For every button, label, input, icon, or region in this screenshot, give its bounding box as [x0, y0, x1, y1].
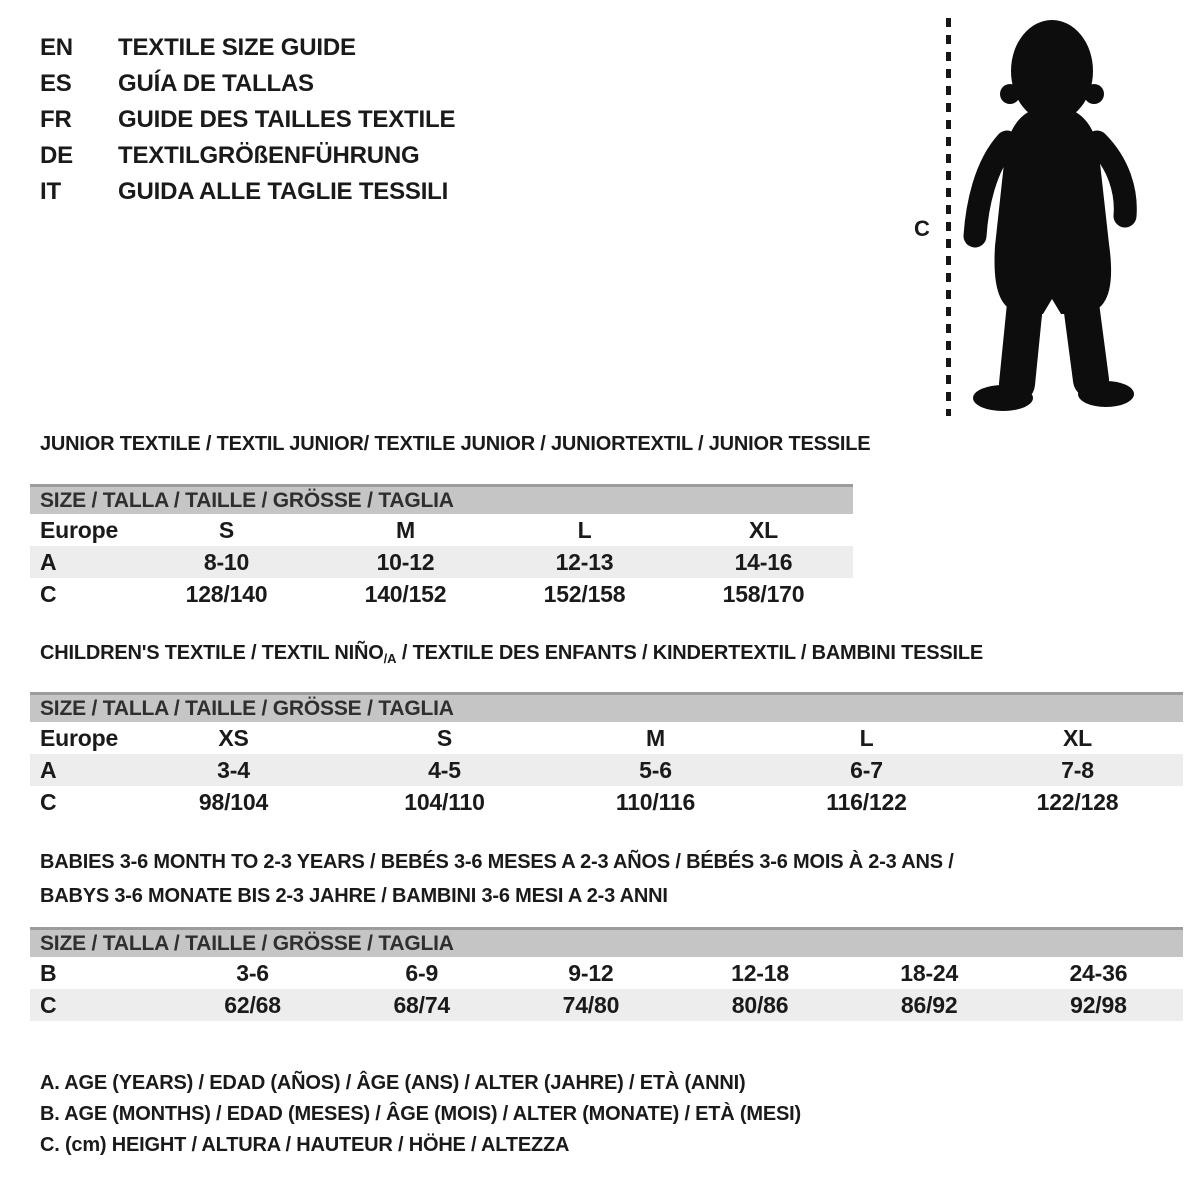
- value-cell: 8-10: [137, 546, 316, 578]
- language-row: [40, 174, 455, 210]
- size-header-row: [30, 694, 1183, 723]
- value-cell: 92/98: [1014, 989, 1183, 1021]
- table-row: [30, 578, 853, 610]
- size-header-bar: SIZE / TALLA / TAILLE / GRÖSSE / TAGLIA: [30, 694, 1183, 723]
- value-cell: S: [218, 516, 235, 543]
- language-code: DE: [40, 142, 73, 169]
- value-cell: 5-6: [550, 754, 761, 786]
- value-cell: 128/140: [185, 580, 268, 607]
- language-title: TEXTILGRÖßENFÜHRUNG: [118, 142, 420, 169]
- value-cell: 74/80: [506, 989, 675, 1021]
- row-label-cell: A: [30, 546, 137, 578]
- value-cell: 24-36: [1069, 959, 1128, 986]
- language-row: [40, 138, 455, 174]
- value-cell: 68/74: [337, 989, 506, 1021]
- language-title: TEXTILE SIZE GUIDE: [118, 34, 356, 61]
- language-code: EN: [40, 34, 73, 61]
- value-cell: 116/122: [826, 788, 907, 815]
- size-header-bar: SIZE / TALLA / TAILLE / GRÖSSE / TAGLIA: [30, 929, 1183, 958]
- legend-line-c: C. (cm) HEIGHT / ALTURA / HAUTEUR / HÖHE / ALTEZZA: [40, 1134, 570, 1156]
- value-cell: M: [646, 724, 665, 751]
- baby-foot-left: [973, 385, 1033, 411]
- value-cell: 62/68: [168, 989, 337, 1021]
- table-row: [30, 957, 1183, 989]
- value-cell: XL: [1063, 724, 1092, 751]
- value-cell: L: [859, 724, 874, 751]
- value-cell: 80/86: [675, 989, 844, 1021]
- language-code: FR: [40, 106, 72, 133]
- language-title-list: [40, 30, 455, 210]
- value-cell: XL: [749, 516, 778, 543]
- value-cell: 122/128: [1036, 788, 1119, 815]
- baby-leg-left: [1017, 304, 1025, 384]
- value-cell: 14-16: [674, 546, 853, 578]
- language-row: [40, 30, 455, 66]
- table-row: [30, 786, 1183, 818]
- babies-size-table: [30, 927, 1183, 1021]
- children-title-subscript: /A: [383, 651, 397, 666]
- row-label-cell: C: [40, 580, 57, 607]
- value-cell: 4-5: [339, 754, 550, 786]
- height-measure-label: C: [914, 216, 930, 241]
- children-title-prefix: CHILDREN'S TEXTILE / TEXTIL NIÑO: [40, 642, 384, 664]
- language-row: [40, 66, 455, 102]
- babies-section-title: [40, 845, 954, 913]
- babies-title-line2: BABYS 3-6 MONATE BIS 2-3 JAHRE / BAMBINI 3-6 MESI A 2-3 ANNI: [40, 885, 668, 907]
- children-size-table: [30, 692, 1183, 818]
- size-header-row: [30, 929, 1183, 958]
- table-row: [30, 546, 853, 578]
- size-header-row: [30, 486, 853, 515]
- value-cell: 10-12: [316, 546, 495, 578]
- value-cell: 6-9: [405, 959, 439, 986]
- value-cell: M: [396, 516, 415, 543]
- baby-foot-right: [1078, 381, 1134, 407]
- babies-title-line1: BABIES 3-6 MONTH TO 2-3 YEARS / BEBÉS 3-6 MESES A 2-3 AÑOS / BÉBÉS 3-6 MOIS À 2-3 ANS /: [40, 851, 954, 873]
- baby-silhouette-icon: [963, 14, 1140, 418]
- table-row: [30, 514, 853, 546]
- baby-ear-right: [1084, 84, 1104, 104]
- language-title: GUIDE DES TAILLES TEXTILE: [118, 106, 456, 133]
- language-title: GUÍA DE TALLAS: [118, 70, 314, 97]
- value-cell: 110/116: [615, 788, 696, 815]
- value-cell: L: [577, 516, 592, 543]
- language-row: [40, 102, 455, 138]
- row-label-cell: Europe: [40, 516, 119, 543]
- row-label-cell: C: [30, 989, 168, 1021]
- value-cell: 152/158: [543, 580, 626, 607]
- language-code: ES: [40, 70, 72, 97]
- value-cell: 104/110: [404, 788, 485, 815]
- junior-section-title: JUNIOR TEXTILE / TEXTIL JUNIOR/ TEXTILE JUNIOR / JUNIORTEXTIL / JUNIOR TESSILE: [40, 433, 871, 455]
- baby-leg-right: [1081, 304, 1091, 380]
- value-cell: 7-8: [972, 754, 1183, 786]
- legend-line-a: A. AGE (YEARS) / EDAD (AÑOS) / ÂGE (ANS) / ALTER (JAHRE) / ETÀ (ANNI): [40, 1072, 746, 1094]
- value-cell: 3-6: [236, 959, 269, 986]
- value-cell: 9-12: [568, 959, 614, 986]
- baby-ear-left: [1000, 84, 1020, 104]
- value-cell: 86/92: [845, 989, 1014, 1021]
- table-row: [30, 754, 1183, 786]
- value-cell: S: [436, 724, 453, 751]
- language-code: IT: [40, 178, 61, 205]
- children-title-suffix: / TEXTILE DES ENFANTS / KINDERTEXTIL / BAMBINI TESSILE: [396, 642, 984, 664]
- row-label-cell: B: [40, 959, 57, 986]
- legend-line-b: B. AGE (MONTHS) / EDAD (MESES) / ÂGE (MOIS) / ALTER (MONATE) / ETÀ (MESI): [40, 1103, 801, 1125]
- value-cell: 12-18: [731, 959, 789, 986]
- row-label-cell: A: [30, 754, 128, 786]
- value-cell: 140/152: [364, 580, 447, 607]
- table-row: [30, 722, 1183, 754]
- value-cell: 12-13: [495, 546, 674, 578]
- value-cell: 158/170: [722, 580, 805, 607]
- language-title: GUIDA ALLE TAGLIE TESSILI: [118, 178, 449, 205]
- children-section-title: [40, 642, 983, 666]
- measurement-legend: [40, 1068, 801, 1161]
- table-row: [30, 989, 1183, 1021]
- value-cell: 18-24: [900, 959, 959, 986]
- row-label-cell: C: [40, 788, 57, 815]
- junior-size-table: [30, 484, 853, 610]
- size-header-bar: SIZE / TALLA / TAILLE / GRÖSSE / TAGLIA: [30, 486, 853, 515]
- row-label-cell: Europe: [40, 724, 119, 751]
- value-cell: XS: [218, 724, 249, 751]
- value-cell: 6-7: [761, 754, 972, 786]
- height-measure-dashed-line: [946, 18, 951, 416]
- value-cell: 98/104: [198, 788, 269, 815]
- value-cell: 3-4: [128, 754, 339, 786]
